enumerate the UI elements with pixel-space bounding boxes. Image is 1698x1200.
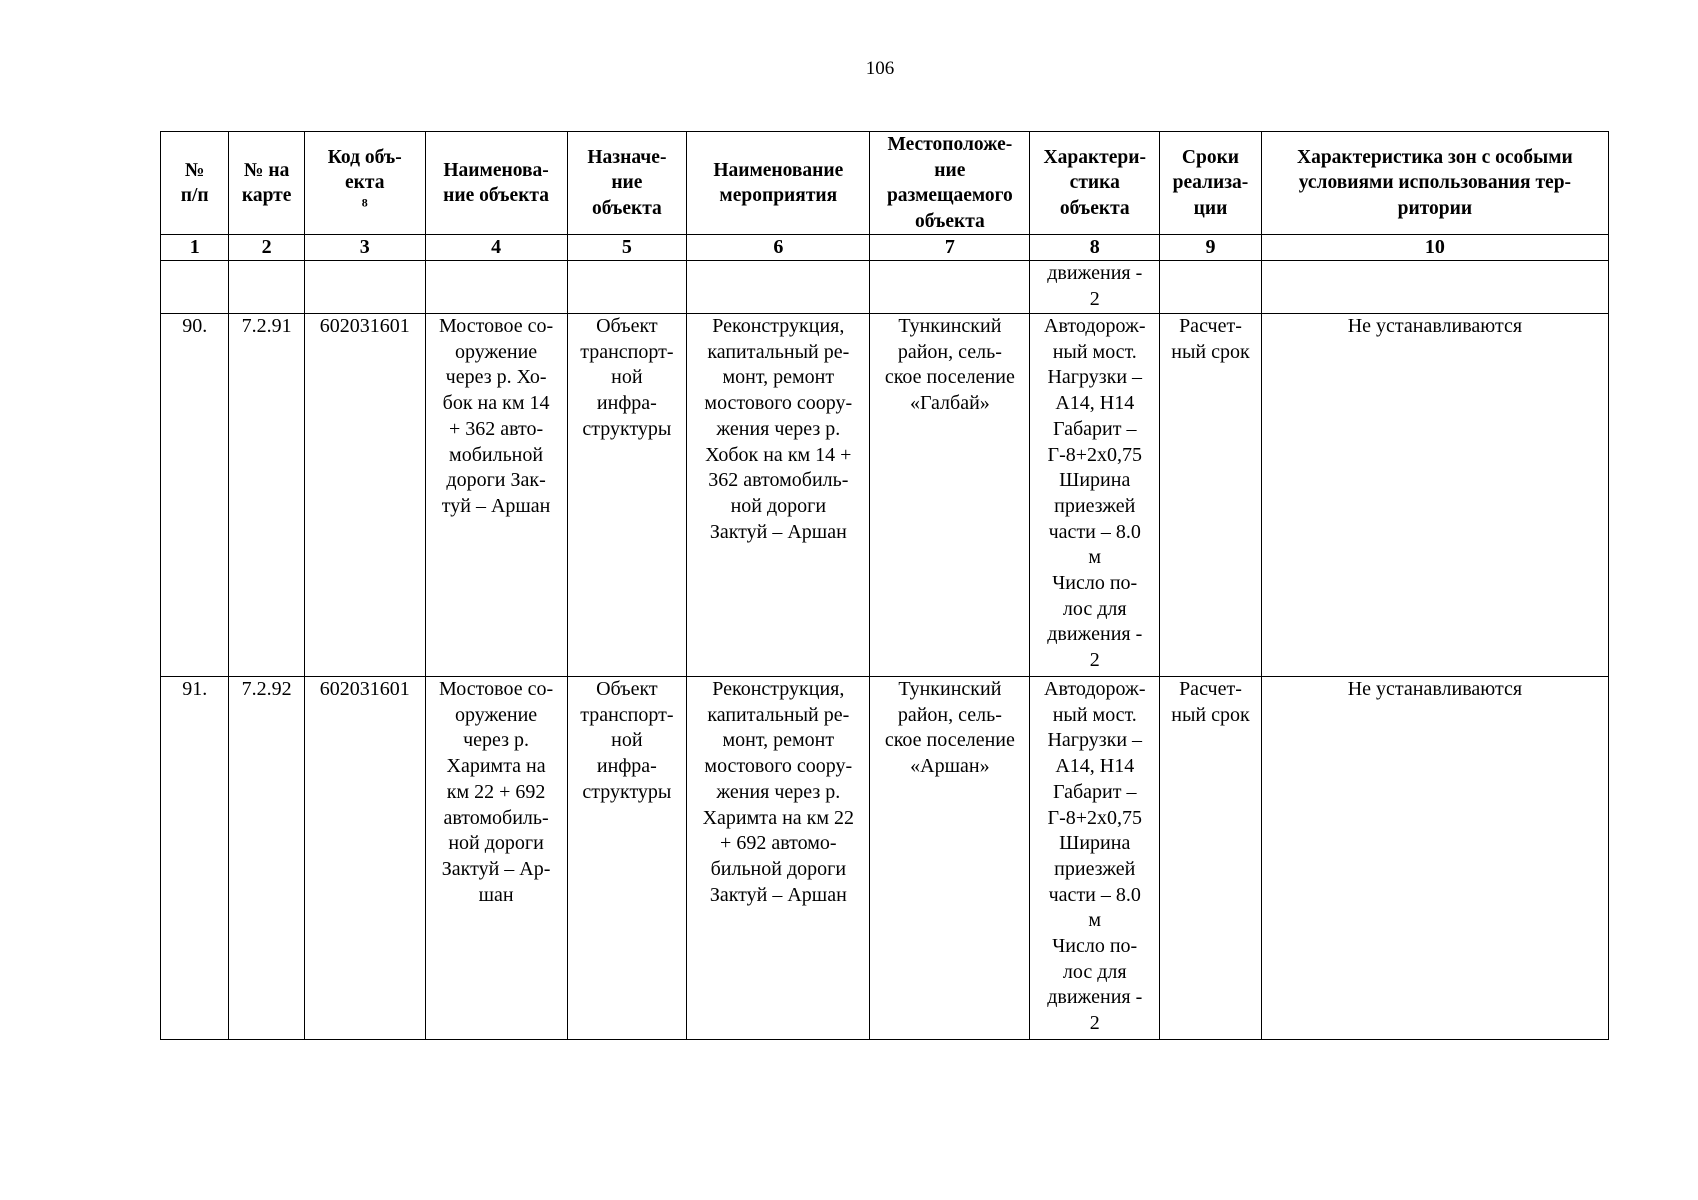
text-line: жения через р. <box>716 417 841 440</box>
text-line: ритории <box>1397 197 1473 219</box>
text-line: «Галбай» <box>909 392 990 415</box>
text-line: структуры <box>582 780 672 803</box>
text-line: № <box>184 159 205 181</box>
text-line: Габарит – <box>1053 780 1137 803</box>
text-line: ское поселение <box>884 366 1015 389</box>
header-col8 <box>1030 132 1160 235</box>
column-number: 5 <box>567 235 687 261</box>
text-line: Реконструкция, <box>712 678 845 700</box>
event-name <box>687 314 870 677</box>
table-header-row <box>161 132 1609 235</box>
object-code: 602031601 <box>304 677 425 1040</box>
text-line: приезжей <box>1054 857 1136 880</box>
text-line: Ширина <box>1059 832 1131 855</box>
implementation-term <box>1160 677 1262 1040</box>
header-col6 <box>687 132 870 235</box>
text-line: ной <box>611 366 643 389</box>
text-line: ный срок <box>1171 703 1250 726</box>
objects-table <box>160 131 1609 1040</box>
text-line: Число по- <box>1052 572 1138 595</box>
text-line: объекта <box>591 197 662 219</box>
text-line: условиями использования тер- <box>1298 172 1572 194</box>
text-line: туй – Аршан <box>441 494 551 517</box>
text-line: приезжей <box>1054 494 1136 517</box>
text-line: дороги Зак- <box>446 469 546 492</box>
header-col1 <box>161 132 229 235</box>
text-line: Наименова- <box>443 159 549 181</box>
text-line: п/п <box>180 185 209 206</box>
text-line: лос для <box>1062 960 1127 983</box>
text-line: Тункинский <box>898 678 1002 700</box>
text-line: район, сель- <box>897 703 1002 726</box>
table-row <box>161 314 1609 677</box>
column-number-row <box>161 235 1609 261</box>
text-line: ный мост. <box>1052 703 1137 726</box>
text-line: движения - <box>1047 262 1143 284</box>
column-number: 8 <box>1030 235 1160 261</box>
column-number: 7 <box>870 235 1030 261</box>
text-line: ный мост. <box>1052 340 1137 363</box>
text-line: мостового соору- <box>704 755 853 778</box>
object-characteristics <box>1030 314 1160 677</box>
text-line: км 22 + 692 <box>446 780 546 803</box>
text-line: инфра- <box>596 392 657 415</box>
text-line: Объект <box>596 678 658 700</box>
header-col3: Код объ- екта $^8$ <box>304 132 425 235</box>
text-line: Характеристика зон с особыми <box>1297 146 1573 168</box>
text-line: + 692 автомо- <box>720 832 837 855</box>
text-line: движения - <box>1047 623 1143 646</box>
text-line: Зактуй – Аршан <box>709 520 847 543</box>
header-col5 <box>567 132 687 235</box>
text-line: транспорт- <box>580 703 674 726</box>
text-line: шан <box>478 883 514 906</box>
text-line: карте <box>241 185 292 206</box>
text-line: Автодорож- <box>1044 678 1146 700</box>
text-line: бок на км 14 <box>442 392 550 415</box>
text-line: + 362 авто- <box>448 417 544 440</box>
table-row <box>161 677 1609 1040</box>
column-number: 4 <box>425 235 567 261</box>
text-line: инфра- <box>596 755 657 778</box>
text-line: Число по- <box>1052 935 1138 958</box>
text-line: Мостовое со- <box>439 315 554 337</box>
text-line: Реконструкция, <box>712 315 845 337</box>
text-line: через р. <box>463 729 530 752</box>
object-purpose <box>567 677 687 1040</box>
text-line: Зактуй – Аршан <box>709 883 847 906</box>
text-line: Расчет- <box>1179 678 1242 700</box>
text-line: «Аршан» <box>910 755 990 778</box>
continuation-characteristics <box>1030 261 1160 314</box>
column-number: 9 <box>1160 235 1262 261</box>
text-line: Автодорож- <box>1044 315 1146 337</box>
text-line: ный срок <box>1171 340 1250 363</box>
object-location <box>870 677 1030 1040</box>
object-name <box>425 677 567 1040</box>
text-line: Тункинский <box>898 315 1002 337</box>
text-line: реализа- <box>1172 172 1249 194</box>
text-line: 2 <box>1089 649 1100 672</box>
text-line: оружение <box>454 703 538 726</box>
text-line: Габарит – <box>1053 417 1137 440</box>
text-line: монт, ремонт <box>722 366 835 389</box>
column-number: 6 <box>687 235 870 261</box>
text-line: объекта <box>1059 197 1130 219</box>
text-line: Нагрузки – <box>1047 366 1143 389</box>
column-number: 10 <box>1261 235 1608 261</box>
text-line: Харимта на <box>446 755 546 778</box>
text-line: Мостовое со- <box>439 678 554 700</box>
header-col2 <box>229 132 304 235</box>
row-number: 91. <box>161 677 229 1040</box>
text-line: А14, Н14 <box>1055 755 1135 778</box>
text-line: стика <box>1069 172 1120 194</box>
text-line: Наименование <box>713 159 844 181</box>
text-line: части – 8.0 <box>1048 883 1141 906</box>
map-number: 7.2.92 <box>229 677 304 1040</box>
continuation-row <box>161 261 1609 314</box>
text-line: ной <box>611 729 643 752</box>
text-line: Сроки <box>1181 146 1240 168</box>
text-line: 362 автомобиль- <box>708 469 849 492</box>
text-line: жения через р. <box>716 780 841 803</box>
text-line: район, сель- <box>897 340 1002 363</box>
object-name <box>425 314 567 677</box>
header-col10 <box>1261 132 1608 235</box>
text-line: м <box>1088 546 1102 569</box>
text-line: движения - <box>1047 986 1143 1009</box>
text-line: Назначе- <box>587 146 667 168</box>
text-line: транспорт- <box>580 340 674 363</box>
footnote-mark: 8 <box>361 195 368 210</box>
text-line: ское поселение <box>884 729 1015 752</box>
text-line: Местоположе- <box>887 134 1013 155</box>
text-line: ние объекта <box>443 185 549 206</box>
text-line: м <box>1088 909 1102 932</box>
text-line: структуры <box>582 417 672 440</box>
text-line: оружение <box>454 340 538 363</box>
text-line: ной дороги <box>448 832 544 855</box>
text-line: Г-8+2х0,75 <box>1047 443 1143 466</box>
object-code: 602031601 <box>304 314 425 677</box>
text-line: ние <box>934 159 966 181</box>
header-col9 <box>1160 132 1262 235</box>
text-line: ние <box>611 172 643 194</box>
text-line: мероприятия <box>719 185 838 206</box>
text-line: Характери- <box>1043 146 1146 168</box>
text-line: автомобиль- <box>443 806 549 829</box>
object-purpose <box>567 314 687 677</box>
text-line: мобильной <box>449 443 544 466</box>
text-line: размещаемого <box>886 185 1013 206</box>
text-line: Расчет- <box>1179 315 1242 337</box>
column-number: 2 <box>229 235 304 261</box>
zone-characteristics: Не устанавливаются <box>1261 314 1608 677</box>
text-line: № на <box>243 159 290 181</box>
text-line: Зактуй – Ар- <box>441 857 551 880</box>
zone-characteristics: Не устанавливаются <box>1261 677 1608 1040</box>
object-characteristics <box>1030 677 1160 1040</box>
text-line: ной дороги <box>730 494 827 517</box>
header-col7 <box>870 132 1030 235</box>
text-line: бильной дороги <box>710 857 847 880</box>
object-location <box>870 314 1030 677</box>
text-line: части – 8.0 <box>1048 520 1141 543</box>
text-line: Хобок на км 14 + <box>705 443 852 466</box>
page-number: 106 <box>865 58 895 79</box>
text-line: объекта <box>914 210 985 232</box>
text-line: 2 <box>1089 287 1100 310</box>
text-line: монт, ремонт <box>722 729 835 752</box>
text-line: Ширина <box>1059 469 1131 492</box>
text-line: лос для <box>1062 597 1127 620</box>
text-line: Харимта на км 22 <box>702 806 855 829</box>
text-line: капитальный ре- <box>707 340 850 363</box>
column-number: 1 <box>161 235 229 261</box>
row-number: 90. <box>161 314 229 677</box>
event-name <box>687 677 870 1040</box>
text-line: ции <box>1193 197 1228 219</box>
column-number: 3 <box>304 235 425 261</box>
text-line: 2 <box>1089 1012 1100 1035</box>
text-line: мостового соору- <box>704 392 853 415</box>
header-col4 <box>425 132 567 235</box>
implementation-term <box>1160 314 1262 677</box>
text-line: Объект <box>596 315 658 337</box>
text-line: капитальный ре- <box>707 703 850 726</box>
text-line: Г-8+2х0,75 <box>1047 806 1143 829</box>
text-line: через р. Хо- <box>445 366 547 389</box>
text-line: А14, Н14 <box>1055 392 1135 415</box>
map-number: 7.2.91 <box>229 314 304 677</box>
text-line: Нагрузки – <box>1047 729 1143 752</box>
